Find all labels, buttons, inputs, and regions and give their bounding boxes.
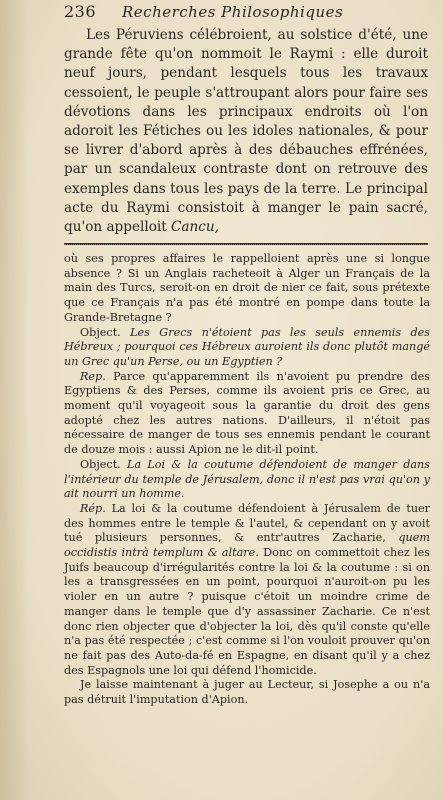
reply-text-2a: La loi & la coutume défendoient à Jérusalem de tuer des hommes entre le temple & l'autel, & cependant on y avoit tué plusieurs personnes, & entr'autres Zacharie, <box>64 501 430 545</box>
reply-text-2b: Donc on commettoit chez les Juifs beaucoup d'irrégularités contre la loi & la coutume : si on les a transgressées en un point, pourquoi n'auroit-on pu les violer en un autre ? puisque c'étoit un moindre crime de manger dans le temple que d'y assassiner Zacharie. Ce n'est donc rien objecter que d'objecter la loi, dès qu'il conste qu'elle n'a pas été respectée ; c'est comme si l'on vouloit prouver qu'on ne fait pas des Auto-da-fé en Espagne, en disant qu'il y a chez des Espagnols une loi qui défend l'homicide. <box>64 546 430 677</box>
objection-text-2: La Loi & la coutume défendoient de manger dans l'intérieur du temple de Jérusalem, donc il n'est pas vrai qu'on y ait nourri un homme. <box>64 457 430 501</box>
note-paragraph-2 <box>64 326 430 370</box>
note-paragraph-3 <box>64 370 430 458</box>
objection-label-2: Object. <box>80 457 121 471</box>
latin-quote: quem occidistis intrà templum & altare. <box>64 531 430 560</box>
main-paragraph-last-word: Cancu, <box>171 219 219 236</box>
running-title: Recherches Philosophiques <box>122 3 344 21</box>
objection-text: Les Grecs n'étoient pas les seuls ennemis des Hébreux ; pourquoi ces Hébreux auroient ils donc plutôt mangé un Grec qu'un Perse, ou un Egyptien ? <box>64 325 430 368</box>
page-number: 236 <box>64 2 97 21</box>
main-paragraph <box>64 26 428 237</box>
note-paragraph-6: Je laisse maintenant à juger au Lecteur, si Josephe a ou n'a pas détruit l'imputation d'Apion. <box>64 678 430 707</box>
main-text <box>64 26 428 237</box>
note-paragraph-4 <box>64 458 430 502</box>
note-paragraph-1: où ses propres affaires le rappelloient après une si longue absence ? Si un Anglais racheteoit à Alger un Français de la main des Turcs, seroit-on en droit de nier ce fait, sous prétexte que ce Français n'a pas été montré en pompe dans toute la Grande-Bretagne ? <box>64 252 430 324</box>
page-header <box>64 2 424 28</box>
note-paragraph-5 <box>64 502 430 678</box>
reply-text: Parce qu'apparemment ils n'avoient pu prendre des Egyptiens & des Perses, comme ils avoient pris ce Grec, au moment qu'il voyageoit sous la garantie du droit des gens adopté chez les autres nations. D'ailleurs, il n'étoit pas nécessaire de manger de tous ses ennemis pendant le courant de douze mois : aussi Apion ne le dit-il point. <box>64 369 430 457</box>
footnote-separator-dots <box>64 244 428 249</box>
reply-label-2: Rép. <box>80 501 106 515</box>
footnote-block <box>64 252 430 708</box>
main-paragraph-text: Les Péruviens célébroient, au solstice d'été, une grande fête qu'on nommoit le Raymi : elle duroit neuf jours, pendant lesquels tous les travaux cessoient, le peuple s'attroupant alors pour faire ses dévotions dans les principaux endroits où l'on adoroit les Fétiches ou les idoles nationales, & pour se livrer d'abord après à des débauches effrénées, par un scandaleux contraste dont on retrouve des exemples dans tous les pays de la terre. Le principal acte du Raymi consistoit à manger le pain sacré, qu'on appelloit <box>64 27 428 236</box>
page-gutter-shadow <box>0 0 30 800</box>
reply-label: Rep. <box>80 369 106 383</box>
objection-label: Object. <box>80 325 121 339</box>
